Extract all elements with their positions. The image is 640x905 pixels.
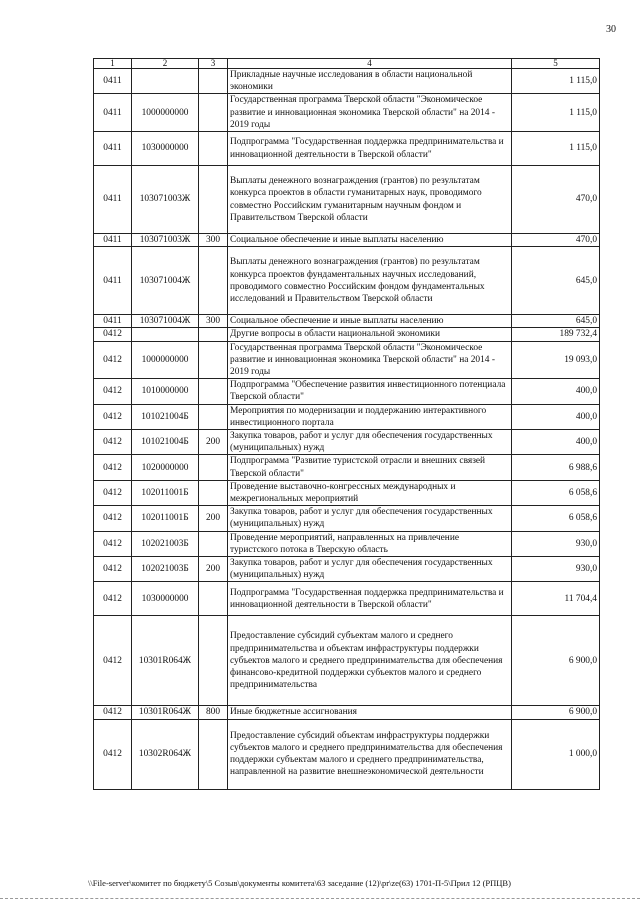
target-cell xyxy=(132,69,199,94)
expense-type-cell xyxy=(199,341,228,379)
amount-cell: 11 704,4 xyxy=(512,582,600,616)
section-cell: 0412 xyxy=(94,480,132,505)
section-cell: 0412 xyxy=(94,719,132,789)
target-cell: 102011001Б xyxy=(132,480,199,505)
expense-type-cell xyxy=(199,616,228,706)
section-cell: 0412 xyxy=(94,706,132,719)
table-row xyxy=(94,166,600,234)
name-cell: Проведение выставочно-конгрессных международных и межрегиональных мероприятий xyxy=(228,480,512,505)
table-row xyxy=(94,132,600,166)
expense-type-cell xyxy=(199,582,228,616)
column-header-amount: 5 xyxy=(512,59,600,69)
name-cell: Другие вопросы в области национальной экономики xyxy=(228,328,512,341)
amount-cell: 19 093,0 xyxy=(512,341,600,379)
table-row xyxy=(94,94,600,132)
target-cell: 103071004Ж xyxy=(132,247,199,315)
section-cell: 0412 xyxy=(94,379,132,404)
amount-cell: 6 058,6 xyxy=(512,480,600,505)
table-row xyxy=(94,247,600,315)
amount-cell: 645,0 xyxy=(512,315,600,328)
expense-type-cell: 200 xyxy=(199,557,228,582)
budget-table xyxy=(93,58,600,790)
name-cell: Предоставление субсидий субъектам малого и среднего предпринимательства и объектам инфраструктуры поддержки субъектов малого и среднего предпринимательства для обеспечения финансово-кредитной поддержки субъектов малого и среднего предпринимательства xyxy=(228,616,512,706)
target-cell: 103071004Ж xyxy=(132,315,199,328)
column-header-section: 1 xyxy=(94,59,132,69)
table-row xyxy=(94,480,600,505)
target-cell: 1020000000 xyxy=(132,455,199,480)
expense-type-cell xyxy=(199,719,228,789)
section-cell: 0411 xyxy=(94,315,132,328)
section-cell: 0411 xyxy=(94,247,132,315)
target-cell: 102021003Б xyxy=(132,557,199,582)
name-cell: Закупка товаров, работ и услуг для обеспечения государственных (муниципальных) нужд xyxy=(228,557,512,582)
table-row xyxy=(94,379,600,404)
section-cell: 0412 xyxy=(94,455,132,480)
target-cell: 1000000000 xyxy=(132,94,199,132)
header-row xyxy=(94,59,600,69)
expense-type-cell: 200 xyxy=(199,506,228,531)
footer-file-path: \\File-server\комитет по бюджету\5 Созыв\документы комитета\63 заседание (12)\pr\ze(63) 1701-П-5\Прил 12 (РПЦВ) xyxy=(88,878,511,888)
section-cell: 0411 xyxy=(94,166,132,234)
table-body xyxy=(94,69,600,790)
name-cell: Государственная программа Тверской области "Экономическое развитие и инновационная экономика Тверской области" на 2014 - 2019 годы xyxy=(228,341,512,379)
column-header-name: 4 xyxy=(228,59,512,69)
expense-type-cell xyxy=(199,94,228,132)
amount-cell: 6 988,6 xyxy=(512,455,600,480)
table-row xyxy=(94,315,600,328)
page-number: 30 xyxy=(606,24,616,35)
expense-type-cell xyxy=(199,379,228,404)
amount-cell: 645,0 xyxy=(512,247,600,315)
table-row xyxy=(94,69,600,94)
name-cell: Подпрограмма "Государственная поддержка предпринимательства и инновационной деятельности в Тверской области" xyxy=(228,582,512,616)
page-bottom-rule xyxy=(0,898,640,899)
section-cell: 0411 xyxy=(94,94,132,132)
target-cell: 102021003Б xyxy=(132,531,199,556)
target-cell: 1030000000 xyxy=(132,132,199,166)
table-row xyxy=(94,430,600,455)
expense-type-cell xyxy=(199,328,228,341)
name-cell: Прикладные научные исследования в области национальной экономики xyxy=(228,69,512,94)
table-row xyxy=(94,719,600,789)
expense-type-cell xyxy=(199,480,228,505)
target-cell xyxy=(132,328,199,341)
amount-cell: 1 000,0 xyxy=(512,719,600,789)
amount-cell: 1 115,0 xyxy=(512,94,600,132)
expense-type-cell xyxy=(199,247,228,315)
name-cell: Мероприятия по модернизации и поддержанию интерактивного инвестиционного портала xyxy=(228,404,512,429)
section-cell: 0411 xyxy=(94,132,132,166)
amount-cell: 189 732,4 xyxy=(512,328,600,341)
column-header-target: 2 xyxy=(132,59,199,69)
target-cell: 103071003Ж xyxy=(132,234,199,247)
section-cell: 0412 xyxy=(94,531,132,556)
amount-cell: 470,0 xyxy=(512,234,600,247)
section-cell: 0412 xyxy=(94,328,132,341)
name-cell: Проведение мероприятий, направленных на привлечение туристского потока в Тверскую область xyxy=(228,531,512,556)
amount-cell: 470,0 xyxy=(512,166,600,234)
name-cell: Предоставление субсидий объектам инфраструктуры поддержки субъектов малого и среднего предпринимательства для обеспечения поддержки субъектам малого и среднего предпринимательства, направленной на развитие внешнеэкономической деятельности xyxy=(228,719,512,789)
amount-cell: 930,0 xyxy=(512,557,600,582)
column-header-expense-type: 3 xyxy=(199,59,228,69)
target-cell: 1010000000 xyxy=(132,379,199,404)
section-cell: 0411 xyxy=(94,234,132,247)
name-cell: Подпрограмма "Обеспечение развития инвестиционного потенциала Тверской области" xyxy=(228,379,512,404)
expense-type-cell xyxy=(199,166,228,234)
section-cell: 0412 xyxy=(94,506,132,531)
amount-cell: 400,0 xyxy=(512,430,600,455)
amount-cell: 400,0 xyxy=(512,379,600,404)
target-cell: 10301R064Ж xyxy=(132,616,199,706)
name-cell: Государственная программа Тверской области "Экономическое развитие и инновационная экономика Тверской области" на 2014 - 2019 годы xyxy=(228,94,512,132)
name-cell: Подпрограмма "Государственная поддержка предпринимательства и инновационной деятельности в Тверской области" xyxy=(228,132,512,166)
table-row xyxy=(94,341,600,379)
target-cell: 102011001Б xyxy=(132,506,199,531)
amount-cell: 6 900,0 xyxy=(512,706,600,719)
section-cell: 0412 xyxy=(94,341,132,379)
table-row xyxy=(94,404,600,429)
table-row xyxy=(94,234,600,247)
name-cell: Выплаты денежного вознаграждения (грантов) по результатам конкурса проектов фундаментальных научных исследований, проводимого совместно Российским фондом фундаментальных исследований и Правительством Тверской области xyxy=(228,247,512,315)
expense-type-cell xyxy=(199,132,228,166)
table-row xyxy=(94,557,600,582)
target-cell: 1000000000 xyxy=(132,341,199,379)
table-row xyxy=(94,616,600,706)
table-row xyxy=(94,328,600,341)
expense-type-cell: 300 xyxy=(199,315,228,328)
name-cell: Социальное обеспечение и иные выплаты населению xyxy=(228,234,512,247)
amount-cell: 6 900,0 xyxy=(512,616,600,706)
amount-cell: 930,0 xyxy=(512,531,600,556)
section-cell: 0412 xyxy=(94,557,132,582)
expense-type-cell: 300 xyxy=(199,234,228,247)
section-cell: 0411 xyxy=(94,69,132,94)
expense-type-cell xyxy=(199,69,228,94)
name-cell: Подпрограмма "Развитие туристской отрасли и внешних связей Тверской области" xyxy=(228,455,512,480)
name-cell: Иные бюджетные ассигнования xyxy=(228,706,512,719)
table-row xyxy=(94,531,600,556)
target-cell: 103071003Ж xyxy=(132,166,199,234)
target-cell: 1030000000 xyxy=(132,582,199,616)
name-cell: Закупка товаров, работ и услуг для обеспечения государственных (муниципальных) нужд xyxy=(228,506,512,531)
amount-cell: 1 115,0 xyxy=(512,69,600,94)
table-row xyxy=(94,506,600,531)
amount-cell: 6 058,6 xyxy=(512,506,600,531)
table-row xyxy=(94,706,600,719)
target-cell: 10301R064Ж xyxy=(132,706,199,719)
name-cell: Выплаты денежного вознаграждения (грантов) по результатам конкурса проектов в области гуманитарных наук, проводимого совместно Российским гуманитарным научным фондом и Правительством Тверской области xyxy=(228,166,512,234)
section-cell: 0412 xyxy=(94,582,132,616)
table-row xyxy=(94,582,600,616)
name-cell: Закупка товаров, работ и услуг для обеспечения государственных (муниципальных) нужд xyxy=(228,430,512,455)
expense-type-cell xyxy=(199,455,228,480)
table-row xyxy=(94,455,600,480)
amount-cell: 400,0 xyxy=(512,404,600,429)
expense-type-cell xyxy=(199,531,228,556)
name-cell: Социальное обеспечение и иные выплаты населению xyxy=(228,315,512,328)
expense-type-cell: 800 xyxy=(199,706,228,719)
section-cell: 0412 xyxy=(94,430,132,455)
expense-type-cell: 200 xyxy=(199,430,228,455)
target-cell: 10302R064Ж xyxy=(132,719,199,789)
target-cell: 101021004Б xyxy=(132,404,199,429)
amount-cell: 1 115,0 xyxy=(512,132,600,166)
section-cell: 0412 xyxy=(94,616,132,706)
target-cell: 101021004Б xyxy=(132,430,199,455)
expense-type-cell xyxy=(199,404,228,429)
section-cell: 0412 xyxy=(94,404,132,429)
